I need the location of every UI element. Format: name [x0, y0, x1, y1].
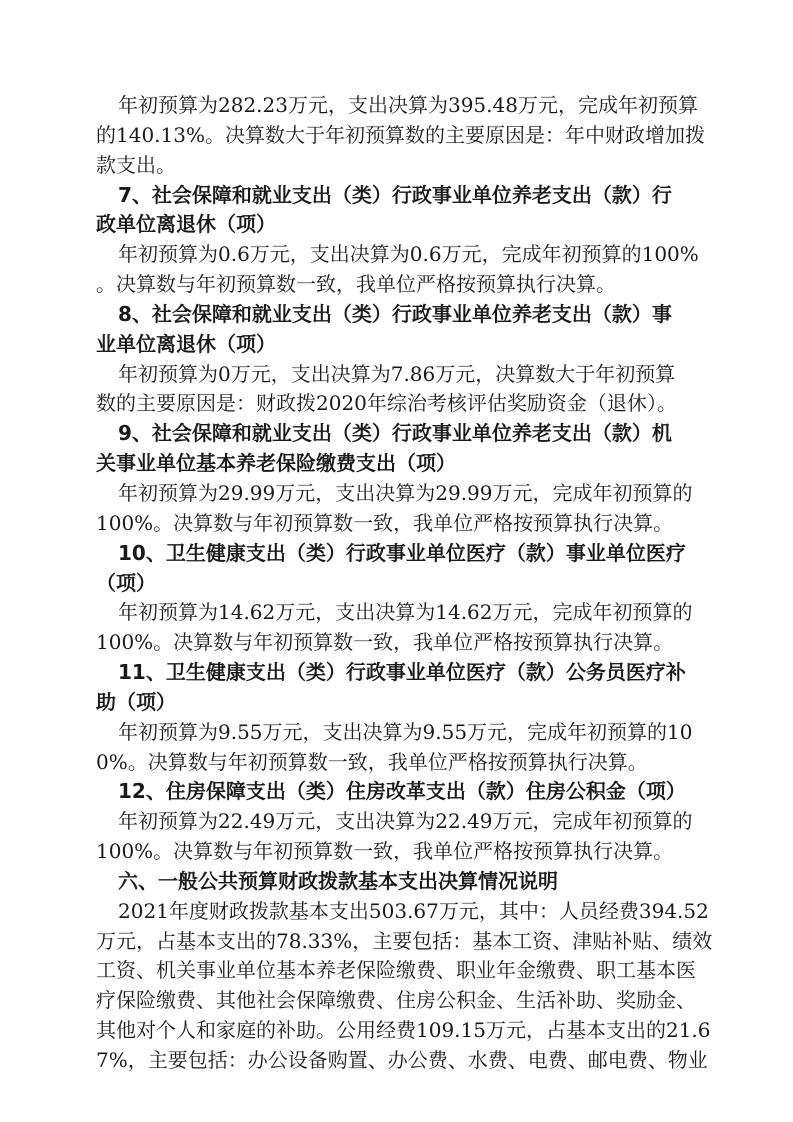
paragraph-line: 款支出。 [96, 152, 176, 177]
section-heading-line: 10、卫生健康支出（类）行政事业单位医疗（款）事业单位医疗 [118, 540, 686, 565]
section-heading-line: （项） [96, 570, 156, 595]
paragraph-line: 年初预算为0.6万元，支出决算为0.6万元，完成年初预算的100% [118, 242, 699, 267]
paragraph-line: 年初预算为29.99万元，支出决算为29.99万元，完成年初预算的 [118, 480, 693, 505]
paragraph-line: 年初预算为22.49万元，支出决算为22.49万元，完成年初预算的 [118, 809, 693, 834]
paragraph-line: 7%，主要包括：办公设备购置、办公费、水费、电费、邮电费、物业 [96, 1048, 708, 1072]
section-heading-line: 政单位离退休（项） [96, 212, 276, 237]
section-heading-line: 关事业单位基本养老保险缴费支出（项） [96, 451, 456, 476]
section-heading-line: 业单位离退休（项） [96, 331, 276, 356]
document-page [96, 91, 716, 1076]
paragraph-line: 年初预算为282.23万元，支出决算为395.48万元，完成年初预算 [118, 93, 698, 117]
paragraph-line: 的140.13%。决算数大于年初预算数的主要原因是：年中财政增加拨 [96, 122, 705, 147]
paragraph-line: 疗保险缴费、其他社会保障缴费、住房公积金、生活补助、奖励金、 [96, 988, 696, 1013]
paragraph-line: 工资、机关事业单位基本养老保险缴费、职业年金缴费、职工基本医 [96, 958, 696, 983]
paragraph-line: 万元，占基本支出的78.33%，主要包括：基本工资、津贴补贴、绩效 [96, 928, 713, 953]
section-heading-line: 助（项） [96, 689, 176, 714]
paragraph-line: 年初预算为14.62万元，支出决算为14.62万元，完成年初预算的 [118, 600, 693, 625]
section-heading-line: 12、住房保障支出（类）住房改革支出（款）住房公积金（项） [118, 779, 686, 804]
section-heading-line: 11、卫生健康支出（类）行政事业单位医疗（款）公务员医疗补 [118, 660, 686, 685]
paragraph-line: 其他对个人和家庭的补助。公用经费109.15万元，占基本支出的21.6 [96, 1018, 711, 1043]
section-heading-line: 8、社会保障和就业支出（类）行政事业单位养老支出（款）事 [118, 301, 672, 326]
paragraph-line: 数的主要原因是：财政拨2020年综治考核评估奖励资金（退休）。 [96, 391, 677, 416]
section-heading-line: 9、社会保障和就业支出（类）行政事业单位养老支出（款）机 [118, 421, 672, 446]
paragraph-line: 100%。决算数与年初预算数一致，我单位严格按预算执行决算。 [96, 510, 674, 535]
paragraph-line: 年初预算为9.55万元，支出决算为9.55万元，完成年初预算的10 [118, 719, 693, 744]
paragraph-line: 。决算数与年初预算数一致，我单位严格按预算执行决算。 [96, 272, 616, 297]
paragraph-line: 100%。决算数与年初预算数一致，我单位严格按预算执行决算。 [96, 630, 674, 655]
section-heading-line: 7、社会保障和就业支出（类）行政事业单位养老支出（款）行 [118, 182, 672, 207]
paragraph-line: 2021年度财政拨款基本支出503.67万元，其中：人员经费394.52 [118, 898, 709, 923]
paragraph-line: 0%。决算数与年初预算数一致，我单位严格按预算执行决算。 [96, 749, 648, 774]
paragraph-line: 年初预算为0万元，支出决算为7.86万元，决算数大于年初预算 [118, 361, 676, 386]
section-heading-line: 六、一般公共预算财政拨款基本支出决算情况说明 [118, 868, 558, 893]
paragraph-line: 100%。决算数与年初预算数一致，我单位严格按预算执行决算。 [96, 839, 674, 864]
